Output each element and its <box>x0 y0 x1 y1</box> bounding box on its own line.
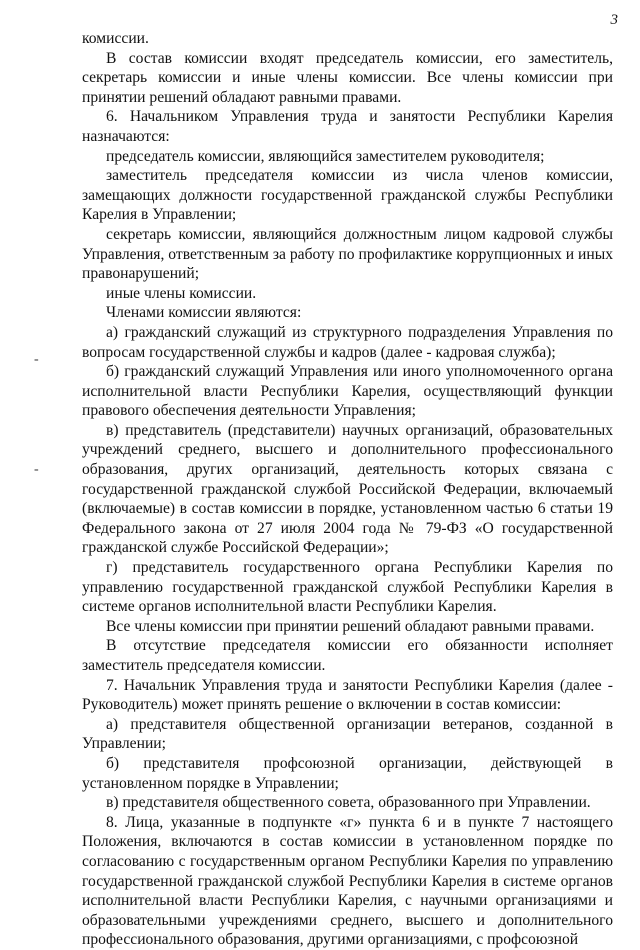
document-body <box>82 29 613 950</box>
paragraph: а) гражданский служащий из структурного подразделения Управления по вопросам государственной службы и кадров (далее - кадровая служба); <box>82 323 613 361</box>
paragraph: секретарь комиссии, являющийся должностным лицом кадровой службы Управления, ответственным за работу по профилактике коррупционных и иных правонарушений; <box>82 225 613 283</box>
paragraph: г) представитель государственного органа Республики Карелия по управлению государственной гражданской службой Республики Карелия в системе органов исполнительной власти Республики Карелия. <box>82 559 613 616</box>
paragraph: 8. Лица, указанные в подпункте «г» пункта 6 и в пункте 7 настоящего Положения, включаются в состав комиссии в установленном порядке по согласованию с государственным органом Республики Карелия по управлению государственной гражданской службой Республики Карелия в системе органов исполнительной власти Республики Карелия, с научными организациями и образовательными учреждениями среднего, высшего и дополнительного профессионального образования, другими организациями, с профсоюзной <box>82 813 613 949</box>
paragraph: комиссии. <box>82 30 149 47</box>
paragraph: 7. Начальник Управления труда и занятости Республики Карелия (далее - Руководитель) может принять решение о включении в состав комиссии: <box>82 676 613 714</box>
paragraph: Все члены комиссии при принятии решений обладают равными правами. <box>106 617 595 635</box>
paragraph: 6. Начальником Управления труда и занятости Республики Карелия назначаются: <box>82 108 613 145</box>
paragraph: в) представителя общественного совета, образованного при Управлении. <box>106 794 591 812</box>
margin-mark: - <box>34 462 39 477</box>
paragraph: В состав комиссии входят председатель комиссии, его заместитель, секретарь комиссии и иные члены комиссии. Все члены комиссии при принятии решений обладают равными правами. <box>82 49 613 106</box>
paragraph: заместитель председателя комиссии из числа членов комиссии, замещающих должности государственной гражданской службы Республики Карелия в Управлении; <box>82 167 613 224</box>
paragraph: иные члены комиссии. <box>106 284 257 302</box>
paragraph: Членами комиссии являются: <box>106 304 302 322</box>
paragraph: а) представителя общественной организации ветеранов, созданной в Управлении; <box>82 715 613 753</box>
margin-mark: - <box>34 352 39 367</box>
paragraph: председатель комиссии, являющийся заместителем руководителя; <box>106 147 545 165</box>
paragraph: В отсутствие председателя комиссии его обязанности исполняет заместитель председателя комиссии. <box>82 637 613 674</box>
page-number: 3 <box>610 12 618 28</box>
paragraph: б) представителя профсоюзной организации, действующей в установленном порядке в Управлении; <box>82 754 613 792</box>
paragraph: в) представитель (представители) научных организаций, образовательных учреждений среднего, высшего и дополнительного профессионального образования, других организаций, деятельность которых связана с государственной гражданской службой Российской Федерации, включаемый (включаемые) в состав комиссии в порядке, установленном частью 6 статьи 19 Федерального закона от 27 июля 2004 года № 79-ФЗ «О государственной гражданской службе Российской Федерации»; <box>82 421 613 557</box>
paragraph: б) гражданский служащий Управления или иного уполномоченного органа исполнительной власти Республики Карелия, осуществляющий функции правового обеспечения деятельности Управления; <box>82 363 613 420</box>
